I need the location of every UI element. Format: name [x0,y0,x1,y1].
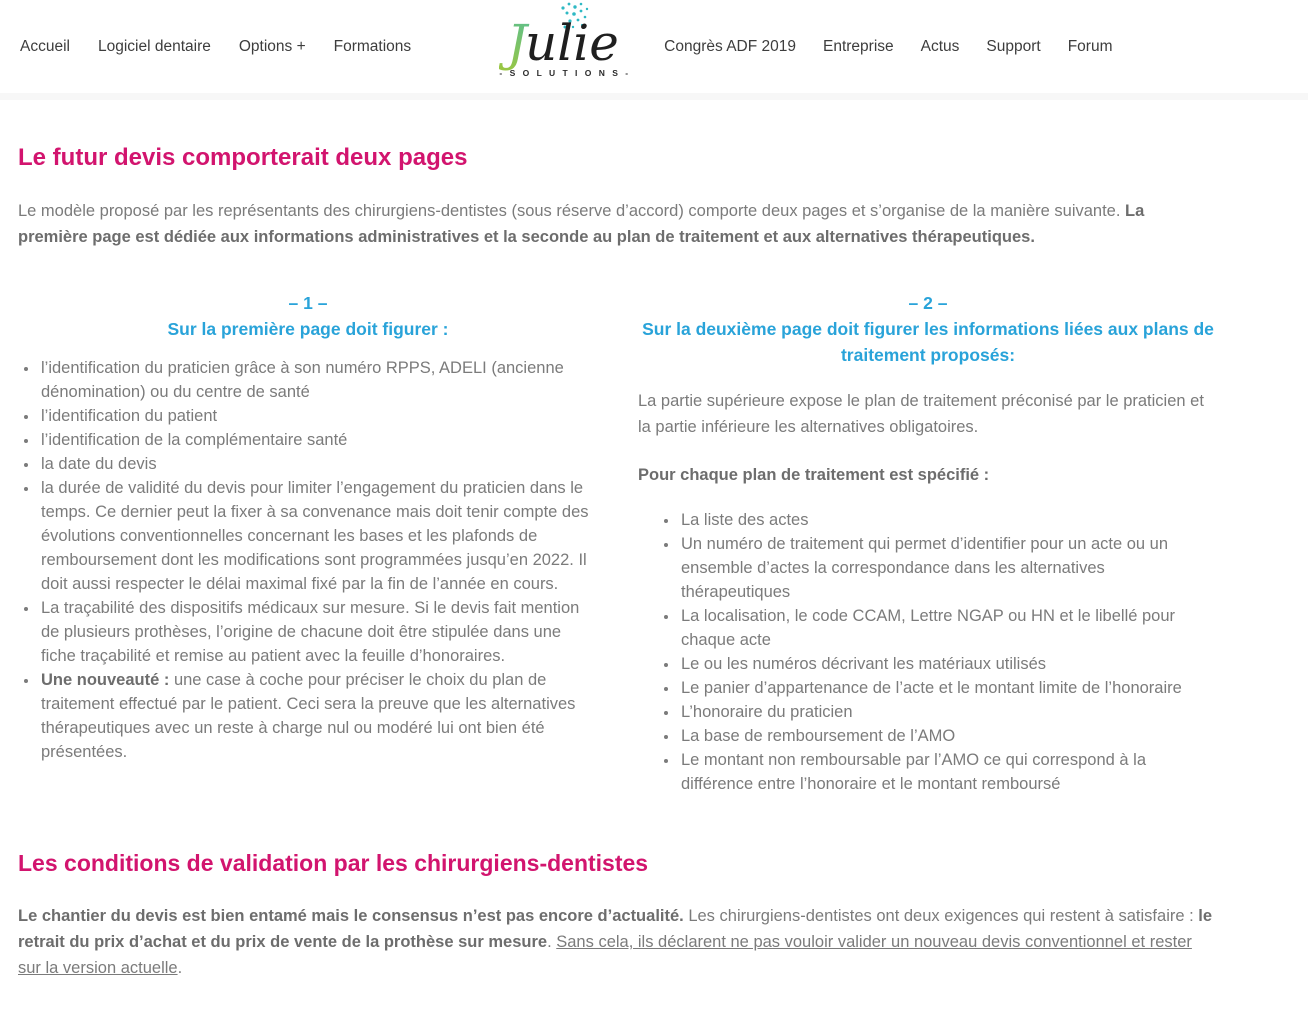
nav-item-accueil[interactable]: Accueil [20,37,70,55]
julie-logo-icon [499,0,631,88]
closing-normal-3: . [177,959,183,977]
column2-subtitle: Pour chaque plan de traitement est spécifié : [638,466,990,484]
nouveaute-text: une case à coche pour préciser le choix du plan de traitement effectué par le patient. Ceci sera la preuve que les alternatives thérapeutiques avec un reste à charge nul ou modéré lui ont bien été présentées. [41,671,576,761]
closing-bold-1: Le chantier du devis est bien entamé mais le consensus n’est pas encore d’actualité. [18,907,684,925]
nav-item-options[interactable]: Options + [238,37,306,55]
closing-paragraph [18,903,1218,981]
list-item: • L’honoraire du praticien [679,700,1218,724]
list-item: • La traçabilité des dispositifs médicaux sur mesure. Si le devis fait mention de plusieurs prothèses, l’origine de chacune doit être stipulée dans une fiche traçabilité et remise au patient avec la feuille d’honoraires. [39,596,598,668]
list-item: • Un numéro de traitement qui permet d’identifier pour un acte ou un ensemble d’actes la correspondance dans les alternatives thérapeutiques [679,532,1218,604]
list-item: • La base de remboursement de l’AMO [679,724,1218,748]
column2-number: – 2 – [908,293,948,313]
nav-item-logiciel-dentaire[interactable]: Logiciel dentaire [97,37,211,55]
julie-solutions-logo[interactable] [499,0,631,93]
closing-normal-1: Les chirurgiens-dentistes ont deux exigences qui restent à satisfaire : [683,907,1199,925]
navbar-separator [0,93,1308,100]
two-column-section [18,290,1218,796]
column2-title: Sur la deuxième page doit figurer les informations liées aux plans de traitement proposés: [642,319,1214,365]
nav-item-formations[interactable]: Formations [333,37,412,55]
closing-normal-2: . [547,933,557,951]
list-item: • Le ou les numéros décrivant les matériaux utilisés [679,652,1218,676]
nav-item-congres-adf-2019[interactable]: Congrès ADF 2019 [664,37,796,55]
column-page-2 [638,290,1218,796]
column1-title: Sur la première page doit figurer : [167,319,449,339]
article-content [18,144,1218,981]
intro-bold-text: La première page est dédiée aux informations administratives et la seconde au plan de traitement et aux alternatives thérapeutiques. [18,202,1145,246]
nav-left-group [20,38,439,56]
section-title-conditions: Les conditions de validation par les chirurgiens-dentistes [18,850,649,876]
nav-right-group [664,38,1139,56]
list-item: • Le montant non remboursable par l’AMO ce qui correspond à la différence entre l’honoraire et le montant remboursé [679,748,1218,796]
intro-paragraph [18,198,1218,250]
closing-link[interactable]: Sans cela, ils déclarent ne pas vouloir valider un nouveau devis conventionnel et rester sur la version actuelle [18,933,1192,977]
page-title: Le futur devis comporterait deux pages [18,144,468,171]
column2-bullet-list [679,508,1218,796]
list-item: • La localisation, le code CCAM, Lettre NGAP ou HN et le libellé pour chaque acte [679,604,1218,652]
column-page-1 [18,290,598,796]
column2-paragraph: La partie supérieure expose le plan de traitement préconisé par le praticien et la partie inférieure les alternatives obligatoires. [638,392,1204,436]
nav-item-actus[interactable]: Actus [920,37,960,55]
nav-item-forum[interactable]: Forum [1067,37,1113,55]
nav-item-support[interactable]: Support [986,37,1041,55]
list-item-nouveaute [39,668,598,764]
nouveaute-bold-label: Une nouveauté : [41,671,170,689]
list-item: • l’identification du patient [39,404,598,428]
list-item: • La liste des actes [679,508,1218,532]
svg-text:Julie: Julie [507,14,619,72]
column1-bullet-list [39,356,598,764]
column1-number: – 1 – [288,293,328,313]
intro-normal-text: Le modèle proposé par les représentants des chirurgiens-dentistes (sous réserve d’accord) comporte deux pages et s’organise de la manière suivante. [18,202,1126,220]
list-item: • la durée de validité du devis pour limiter l’engagement du praticien dans le temps. Ce dernier peut la fixer à sa convenance mais doit tenir compte des évolutions conventionnelles concernant les bases et les plafonds de remboursement dont les modifications sont programmées jusqu’en 2022. Il doit aussi respecter le délai maximal fixé par la fin de l’année en cours. [39,476,598,596]
list-item: • Le panier d’appartenance de l’acte et le montant limite de l’honoraire [679,676,1218,700]
top-navbar [0,0,1308,93]
list-item: • l’identification du praticien grâce à son numéro RPPS, ADELI (ancienne dénomination) ou du centre de santé [39,356,598,404]
list-item: • l’identification de la complémentaire santé [39,428,598,452]
logo-tagline: - S O L U T I O N S - [499,68,631,78]
closing-bold-2: le retrait du prix d’achat et du prix de vente de la prothèse sur mesure [18,907,1213,951]
list-item: • la date du devis [39,452,598,476]
nav-item-entreprise[interactable]: Entreprise [823,37,894,55]
